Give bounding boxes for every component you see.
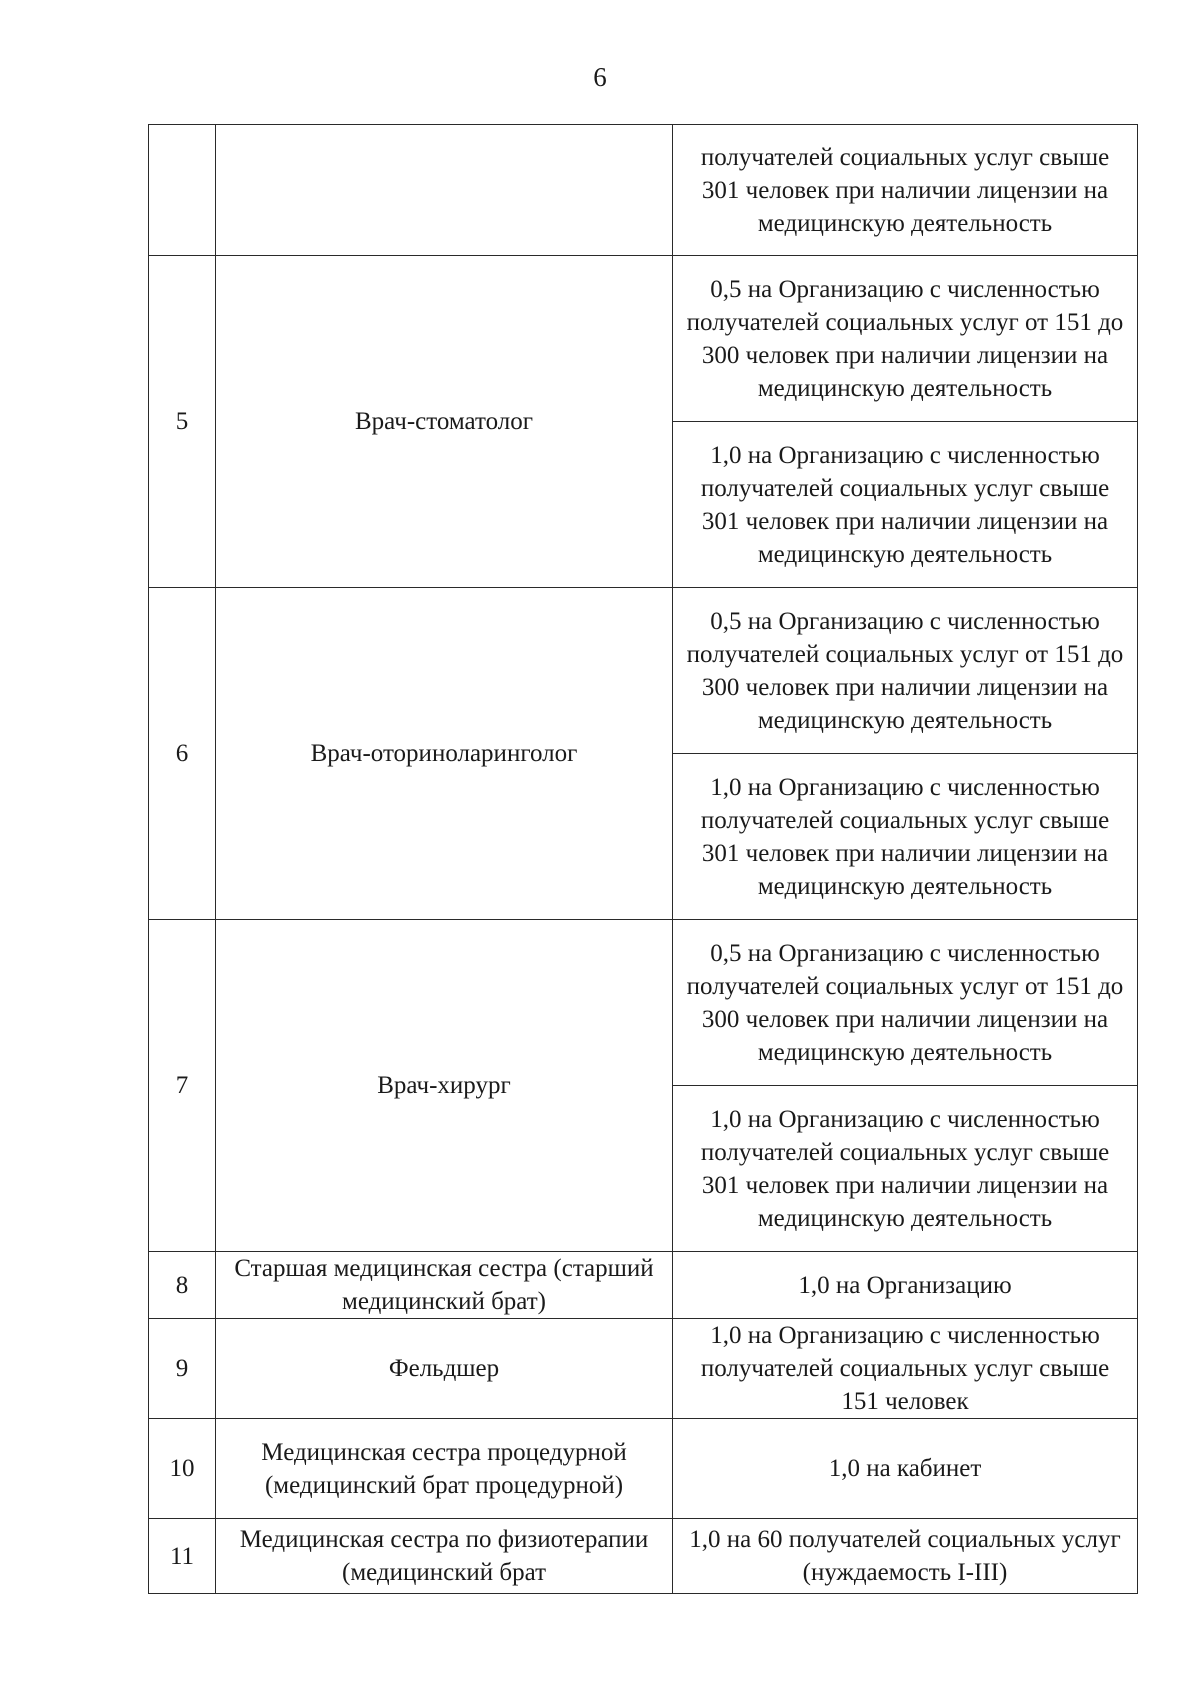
norm-cell: 0,5 на Организацию с численностью получателей социальных услуг от 151 до 300 человек при наличии лицензии на медицинскую деятельность	[673, 256, 1138, 422]
table-row-8	[149, 1252, 1138, 1319]
position-cell	[216, 125, 673, 256]
position-cell: Врач-стоматолог	[216, 256, 673, 588]
row-number-cell: 6	[149, 588, 216, 920]
norm-cell: 0,5 на Организацию с численностью получателей социальных услуг от 151 до 300 человек при наличии лицензии на медицинскую деятельность	[673, 588, 1138, 754]
position-cell: Старшая медицинская сестра (старший медицинский брат)	[216, 1252, 673, 1319]
table-row-continuation	[149, 125, 1138, 256]
position-cell: Медицинская сестра процедурной (медицинский брат процедурной)	[216, 1419, 673, 1519]
page-number: 6	[593, 62, 607, 92]
norm-cell: 1,0 на Организацию	[673, 1252, 1138, 1319]
position-cell: Медицинская сестра по физиотерапии (медицинский брат	[216, 1519, 673, 1594]
table-row-6	[149, 588, 1138, 754]
norm-cell: получателей социальных услуг свыше 301 человек при наличии лицензии на медицинскую деятельность	[673, 125, 1138, 256]
staffing-norms-table	[148, 124, 1138, 1594]
position-cell: Фельдшер	[216, 1319, 673, 1419]
row-number-cell: 7	[149, 920, 216, 1252]
position-cell: Врач-оториноларинголог	[216, 588, 673, 920]
row-number-cell: 5	[149, 256, 216, 588]
position-cell: Врач-хирург	[216, 920, 673, 1252]
norm-cell: 1,0 на Организацию с численностью получателей социальных услуг свыше 151 человек	[673, 1319, 1138, 1419]
norm-cell: 1,0 на Организацию с численностью получателей социальных услуг свыше 301 человек при наличии лицензии на медицинскую деятельность	[673, 754, 1138, 920]
norm-cell: 1,0 на 60 получателей социальных услуг (нуждаемость I-III)	[673, 1519, 1138, 1594]
table-row-10	[149, 1419, 1138, 1519]
table-row-9	[149, 1319, 1138, 1419]
norm-cell: 1,0 на Организацию с численностью получателей социальных услуг свыше 301 человек при наличии лицензии на медицинскую деятельность	[673, 422, 1138, 588]
norm-cell: 1,0 на кабинет	[673, 1419, 1138, 1519]
norm-cell: 0,5 на Организацию с численностью получателей социальных услуг от 151 до 300 человек при наличии лицензии на медицинскую деятельность	[673, 920, 1138, 1086]
row-number-cell: 11	[149, 1519, 216, 1594]
table-row-5	[149, 256, 1138, 422]
row-number-cell: 9	[149, 1319, 216, 1419]
row-number-cell	[149, 125, 216, 256]
table-row-11	[149, 1519, 1138, 1594]
row-number-cell: 8	[149, 1252, 216, 1319]
table-row-7	[149, 920, 1138, 1086]
row-number-cell: 10	[149, 1419, 216, 1519]
norm-cell: 1,0 на Организацию с численностью получателей социальных услуг свыше 301 человек при наличии лицензии на медицинскую деятельность	[673, 1086, 1138, 1252]
